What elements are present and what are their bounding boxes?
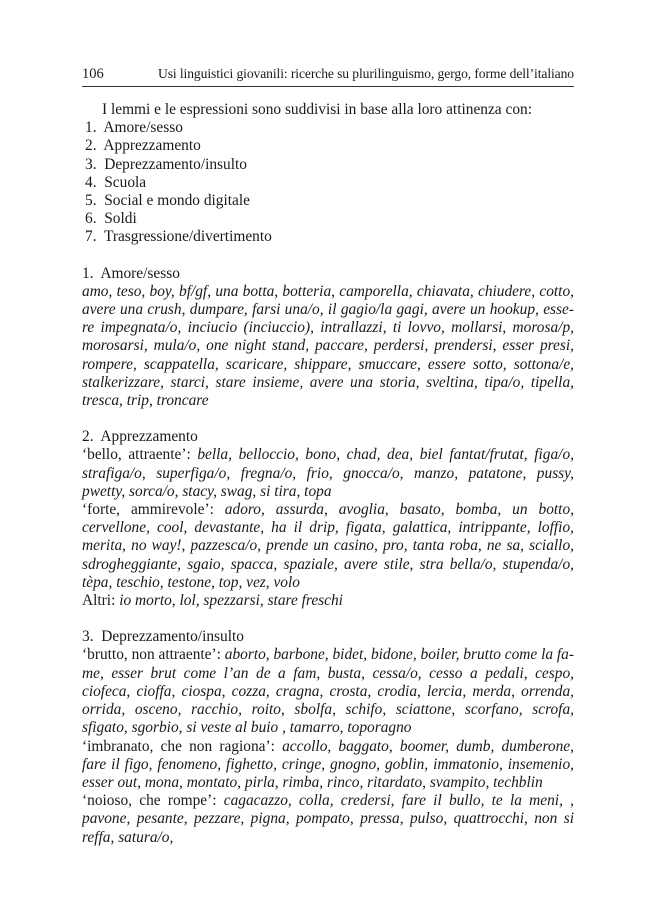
page-number: 106 — [82, 66, 104, 82]
paragraph-label: Altri: — [82, 592, 120, 610]
category-item: 4. Scuola — [85, 173, 147, 191]
section-title: 2. Apprezzamento — [82, 428, 198, 446]
section-apprezzamento — [82, 428, 574, 610]
category-item: 1. Amore/sesso — [85, 119, 183, 137]
section-deprezzamento-insulto — [82, 628, 574, 846]
term-paragraph — [82, 446, 574, 501]
term-list: io morto, lol, spezzarsi, stare freschi — [119, 592, 343, 610]
term-list: aborto, barbone, bidet, bidone, boiler, brutto come la fa-me, esser brut come l’an de a fam, busta, cessa/o, cesso a pedali, cespo, ciofeca, cioffa, ciospa, cozza, cragna, crosta, crodia, lercia, merda, orrenda, orrida, osceno, racchio, roito, sbolfa, schifo, sciattone, scorfano, scrofa, sfigato, sgorbio, si veste al buio , tamarro, toporagno — [82, 646, 574, 737]
page-body — [82, 101, 574, 847]
category-item: 2. Apprezzamento — [85, 137, 201, 155]
paragraph-label: ‘noioso, che rompe’: — [82, 792, 224, 810]
term-list: bella, belloccio, bono, chad, dea, biel fantat/frutat, figa/o, strafiga/o, superfiga/o, fregna/o, frio, gnocca/o, manzo, patatone, pussy, pwetty, sorca/o, stacy, swag, si tira, topa — [82, 446, 575, 500]
section-title: 3. Deprezzamento/insulto — [82, 628, 244, 646]
running-title: Usi linguistici giovanili: ricerche su plurilinguismo, gergo, forme dell’italiano — [158, 66, 574, 81]
category-item: 7. Trasgressione/divertimento — [85, 228, 272, 246]
term-list: amo, teso, boy, bf/gf, una botta, botteria, camporella, chiavata, chiudere, cotto, avere una crush, dumpare, farsi una/o, il gagio/la gagi, avere un hookup, esse-re impegnata/o, inciucio (inciuccio), intrallazzi, ti lovvo, mollarsi, morosa/p, morosarsi, mula/o, one night stand, paccare, perdersi, prendersi, esser presi, rompere, scappatella, scaricare, shippare, smuccare, essere sotto, sottona/e, stalkerizzare, starci, stare insieme, avere una storia, sveltina, tipa/o, tipella, tresca, trip, troncare — [82, 282, 574, 410]
section-title: 1. Amore/sesso — [82, 264, 180, 282]
term-paragraph — [82, 646, 574, 737]
term-list: cagacazzo, colla, credersi, fare il bullo, te la meni, , pavone, pesante, pezzare, pigna, pompato, pressa, pulso, quattrocchi, non si reffa, satura/o, — [82, 792, 575, 846]
paragraph-label: ‘brutto, non attraente’: — [82, 646, 225, 664]
paragraph-label: ‘forte, ammirevole’: — [82, 501, 225, 519]
paragraph-label: ‘imbranato, che non ragiona’: — [82, 737, 283, 755]
term-paragraph — [82, 738, 574, 793]
term-paragraph — [82, 592, 574, 610]
term-list: adoro, assurda, avoglia, basato, bomba, un botto, cervellone, cool, devastante, ha il drip, figata, galattica, intrippante, loffio, merita, no way!, pazzesca/o, prende un casino, pro, tanta roba, ne sa, sciallo, sdrogheggiante, sgaio, spacca, spaziale, avere stile, stra bella/o, stupenda/o, tèpa, teschio, testone, top, vez, volo — [82, 501, 574, 591]
category-item: 3. Deprezzamento/insulto — [85, 155, 247, 173]
term-list: accollo, baggato, boomer, dumb, dumberone, fare il figo, fenomeno, fighetto, cringe, gnogno, goblin, immatonio, insemenio, esser out, mona, montato, pirla, rimba, rinco, ritardato, svampito, techblin — [82, 737, 574, 791]
paragraph-label: ‘bello, attraente’: — [82, 446, 198, 464]
book-page — [82, 66, 574, 847]
category-list — [82, 119, 574, 246]
term-paragraph — [82, 501, 574, 592]
term-paragraph — [82, 283, 574, 410]
intro-paragraph: I lemmi e le espressioni sono suddivisi in base alla loro attinenza con: — [102, 101, 532, 118]
category-item: 5. Social e mondo digitale — [85, 192, 250, 210]
running-header — [82, 66, 574, 87]
category-item: 6. Soldi — [85, 210, 137, 228]
term-paragraph — [82, 792, 574, 847]
section-amore-sesso — [82, 265, 574, 411]
